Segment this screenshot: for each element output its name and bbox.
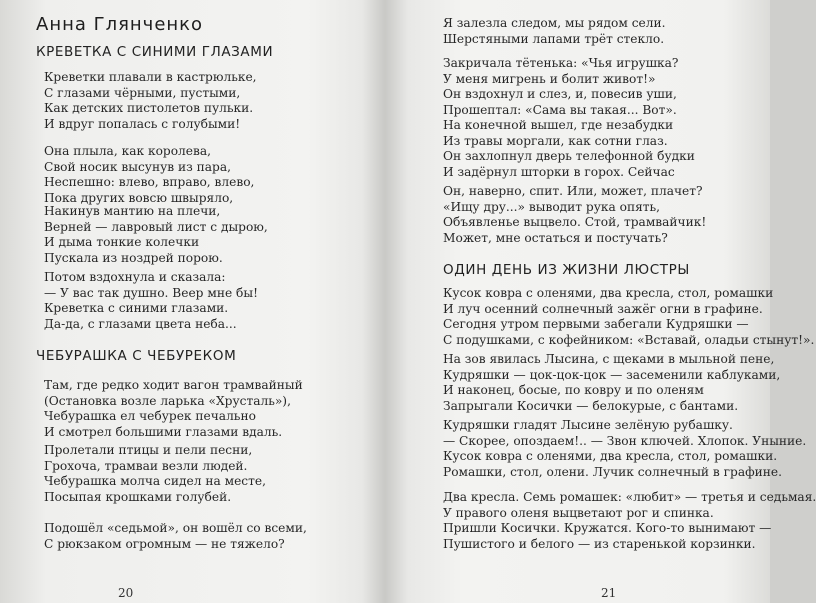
stanza [44,204,268,266]
verse-line: Чебурашка молча сидел на месте, [44,474,266,489]
verse-line: Может, мне остаться и постучать? [443,230,668,245]
verse-line: Она плыла, как королева, [44,144,212,158]
verse-line: Подошёл «седьмой», он вошёл со всеми, [44,521,307,535]
verse-line: У меня мигрень и болит живот!» [443,71,656,86]
verse-line: Пришли Косички. Кружатся. Кого-то вынимают — [443,521,772,536]
verse-line: Потом вздохнула и сказала: [44,270,226,284]
verse-line: Верней — лавровый лист с дырою, [44,219,268,234]
verse-line: И наконец, босые, по ковру и по оленям [443,383,704,398]
verse-line: Запрыгали Косички — белокурые, с бантами. [443,398,739,413]
poem-title-lyustra: ОДИН ДЕНЬ ИЗ ЖИЗНИ ЛЮСТРЫ [443,262,690,278]
verse-line: Шерстяными лапами трёт стекло. [443,31,665,46]
verse-line: Грохоча, трамваи везли людей. [44,458,248,473]
verse-line: И дыма тонкие колечки [44,235,200,250]
stanza [443,184,706,246]
stanza [44,144,254,206]
verse-line: Я залезла следом, мы рядом сели. [443,16,666,30]
stanza [443,352,780,414]
author-name: Анна Глянченко [36,14,204,35]
verse-line: С глазами чёрными, пустыми, [44,85,241,100]
verse-line: Там, где редко ходит вагон трамвайный [44,378,303,392]
verse-line: Из травы моргали, как сотни глаз. [443,133,668,148]
verse-line: Пушистого и белого — из старенькой корзинки. [443,536,756,551]
verse-line: Закричала тётенька: «Чья игрушка? [443,56,679,70]
page-number: 20 [118,586,134,600]
stanza [443,490,816,552]
verse-line: Он вздохнул и слез, и, повесив уши, [443,87,677,102]
verse-line: У правого оленя выцветают рог и спинка. [443,505,714,520]
verse-line: «Ищу дру...» выводит рука опять, [443,199,661,214]
poem-title-krevetka: КРЕВЕТКА С СИНИМИ ГЛАЗАМИ [36,44,274,60]
verse-line: Накинув мантию на плечи, [44,204,221,218]
verse-line: Сегодня утром первыми забегали Кудряшки — [443,317,749,332]
poem-title-cheburashka: ЧЕБУРАШКА С ЧЕБУРЕКОМ [36,348,237,364]
verse-line: Неспешно: влево, вправо, влево, [44,175,255,190]
right-page [385,0,816,603]
verse-line: Кудряшки — цок-цок-цок — засеменили каблуками, [443,367,781,382]
verse-line: Пускала из ноздрей порою. [44,250,223,265]
verse-line: Пока других вовсю швыряло, [44,190,234,205]
verse-line: С рюкзаком огромным — не тяжело? [44,536,285,551]
verse-line: Пролетали птицы и пели песни, [44,443,253,457]
verse-line: Посыпая крошками голубей. [44,489,232,504]
stanza [443,16,665,47]
verse-line: Кудряшки гладят Лысине зелёную рубашку. [443,418,733,432]
verse-line: И задёрнул шторки в горох. Сейчас [443,164,675,179]
verse-line: Креветки плавали в кастрюльке, [44,70,257,84]
verse-line: Кусок ковра с оленями, два кресла, стол, ромашки [443,286,774,300]
verse-line: Ромашки, стол, олени. Лучик солнечный в графине. [443,464,782,479]
verse-line: Креветка с синими глазами. [44,301,229,316]
verse-line: Чебурашка ел чебурек печально [44,409,256,424]
verse-line: Объявленье выцвело. Стой, трамвайчик! [443,215,707,230]
stanza [44,521,307,552]
verse-line: Он захлопнул дверь телефонной будки [443,149,695,164]
verse-line: На конечной вышел, где незабудки [443,118,674,132]
verse-line: — Скорее, опоздаем!.. — Звон ключей. Хлопок. Уныние. [443,433,807,448]
verse-line: Свой носик высунув из пара, [44,159,231,174]
left-page [0,0,385,603]
verse-line: Как детских пистолетов пульки. [44,101,254,116]
verse-line: (Остановка возле ларька «Хрусталь»), [44,393,291,408]
stanza [44,70,257,132]
verse-line: Прошептал: «Сама вы такая... Вот». [443,102,677,117]
stanza [443,418,806,480]
stanza [44,378,303,440]
verse-line: И луч осенний солнечный зажёг огни в графине. [443,301,763,316]
page-number: 21 [601,586,617,600]
stanza [443,118,695,180]
verse-line: Он, наверно, спит. Или, может, плачет? [443,184,703,198]
stanza [443,56,678,118]
stanza [44,270,258,332]
verse-line: С подушками, с кофейником: «Вставай, оладьи стынут!». [443,332,815,347]
verse-line: На зов явилась Лысина, с щеками в мыльной пене, [443,352,775,366]
verse-line: Да-да, с глазами цвета неба... [44,316,237,331]
verse-line: И смотрел большими глазами вдаль. [44,424,283,439]
verse-line: Кусок ковра с оленями, два кресла, стол, ромашки. [443,449,778,464]
verse-line: И вдруг попалась с голубыми! [44,116,241,131]
stanza [443,286,814,348]
verse-line: — У вас так душно. Веер мне бы! [44,285,258,300]
verse-line: Два кресла. Семь ромашек: «любит» — третья и седьмая. [443,490,816,504]
stanza [44,443,266,505]
